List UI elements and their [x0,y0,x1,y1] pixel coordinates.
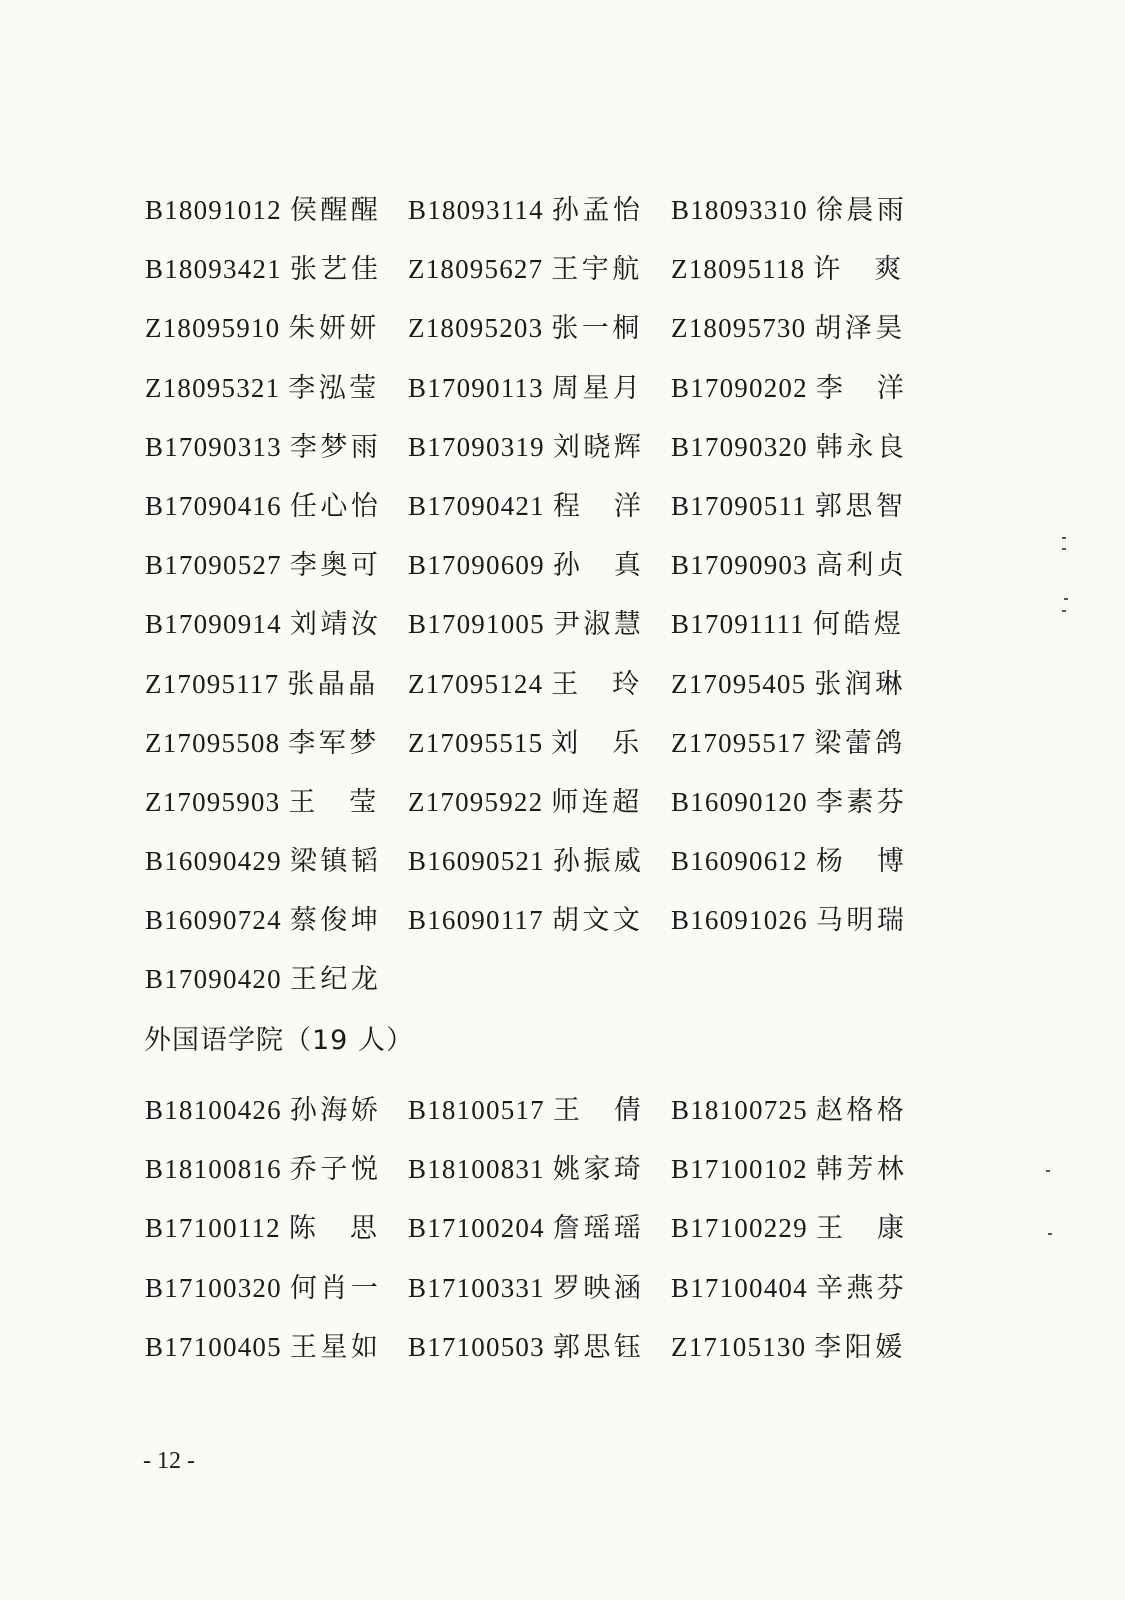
student-name: 孙 孟 怡 [551,195,640,226]
student-id: Z17095517 [671,727,807,758]
student-name: 刘 晓 辉 [552,431,641,463]
scan-speck [1062,537,1066,539]
student-id: B17090420 [145,964,282,995]
student-entry [408,1266,671,1305]
student-id: Z18095118 [671,254,806,285]
student-list-previous-college [145,188,945,1017]
scan-speck [1048,1233,1052,1235]
student-entry [408,1147,671,1186]
student-entry [671,366,934,405]
student-name: 王 玲 [551,668,640,700]
student-name: 何 肖 一 [289,1272,378,1304]
student-id: B17100102 [671,1154,808,1185]
student-entry [671,721,934,760]
student-name: 姚 家 琦 [552,1154,641,1186]
student-name: 陈 思 [288,1213,377,1245]
student-name: 李 泓 莹 [288,372,377,404]
student-id: B18100831 [408,1154,545,1185]
student-id: B18093421 [145,254,282,285]
student-id: B17090320 [671,431,808,462]
student-name: 许 爽 [813,254,902,286]
student-id: B17100320 [145,1272,282,1303]
student-name: 程 洋 [552,490,641,522]
student-row [145,247,945,306]
student-id: B16091026 [671,905,808,936]
student-entry [145,188,408,227]
student-entry [145,721,408,760]
student-name: 李 洋 [815,372,904,404]
student-row [145,662,945,721]
student-entry [408,306,671,345]
student-name: 梁 蕾 鸽 [814,727,903,759]
student-entry [145,898,408,937]
student-id: B17090202 [671,372,808,403]
student-entry [145,1088,408,1127]
student-name: 李 奥 可 [289,550,378,582]
student-name: 刘 靖 汝 [289,609,378,641]
student-name: 韩 永 良 [815,431,904,463]
student-id: B17100331 [408,1272,545,1303]
student-row [145,425,945,484]
student-name: 李 梦 雨 [289,431,378,463]
student-id: Z17095903 [145,786,281,817]
student-entry [671,839,934,878]
student-entry [145,780,408,819]
student-entry [671,1266,934,1305]
student-name: 赵 格 格 [815,1095,904,1126]
student-name: 张 晶 晶 [287,668,376,700]
student-name: 王 纪 龙 [289,964,378,996]
student-row [145,1206,945,1265]
student-name: 王 康 [815,1213,904,1245]
student-entry [408,780,671,819]
student-entry [145,1147,408,1186]
student-entry [145,425,408,464]
student-id: B17090319 [408,431,545,462]
student-name: 辛 燕 芬 [815,1272,904,1304]
student-id: B18100816 [145,1154,282,1185]
scan-speck [1064,598,1068,600]
student-id: Z18095910 [145,313,281,344]
student-id: B17100404 [671,1272,808,1303]
student-name: 郭 思 钰 [552,1331,641,1363]
student-id: Z17095124 [408,668,544,699]
student-name: 周 星 月 [551,372,640,404]
scan-speck [1062,610,1066,612]
student-entry [408,839,671,878]
student-entry [408,898,671,937]
student-id: B17100229 [671,1213,808,1244]
student-entry [671,188,934,227]
student-list-foreign-languages [145,1088,945,1384]
student-entry [408,602,671,641]
student-id: B17100204 [408,1213,545,1244]
student-entry [145,1266,408,1305]
student-entry [671,306,934,345]
student-name: 李 素 芬 [815,786,904,818]
section-heading-foreign-languages: 外国语学院（19 人） [144,1025,414,1056]
student-id: B17091111 [671,609,805,640]
student-entry [145,306,408,345]
student-name: 何 皓 煜 [812,609,901,641]
student-id: B16090117 [408,905,544,936]
student-row [145,957,945,1016]
student-entry [408,188,671,227]
student-id: B16090120 [671,786,808,817]
student-row [145,1325,945,1384]
student-id: Z17095405 [671,668,807,699]
student-name: 尹 淑 慧 [552,609,641,641]
student-name: 韩 芳 林 [815,1154,904,1186]
student-entry [408,662,671,701]
student-entry [671,602,934,641]
student-entry [145,1206,408,1245]
student-id: B17090914 [145,609,282,640]
student-id: B16090724 [145,905,282,936]
student-entry [145,662,408,701]
student-row [145,839,945,898]
student-id: Z18095321 [145,372,281,403]
student-entry [671,1325,934,1364]
student-name: 孙 真 [552,550,641,582]
student-row [145,780,945,839]
student-row [145,602,945,661]
student-id: Z17105130 [671,1331,807,1362]
student-row [145,543,945,602]
student-entry [145,1325,408,1364]
student-id: B17090421 [408,490,545,521]
student-entry [145,484,408,523]
student-id: Z18095203 [408,313,544,344]
student-row [145,1147,945,1206]
student-name: 侯 醒 醒 [289,195,378,226]
student-id: Z18095730 [671,313,807,344]
student-id: B17090609 [408,550,545,581]
student-id: B18093310 [671,195,808,225]
student-entry [408,721,671,760]
scan-speck [1062,548,1066,550]
student-name: 师 连 超 [551,786,640,818]
student-row [145,366,945,425]
student-name: 王 宇 航 [551,254,640,286]
student-row [145,1266,945,1325]
student-name: 徐 晨 雨 [815,195,904,226]
student-entry [408,247,671,286]
student-name: 王 莹 [288,786,377,818]
student-id: B18100725 [671,1095,808,1125]
student-name: 李 阳 媛 [814,1331,903,1363]
student-entry [408,1325,671,1364]
student-name: 王 倩 [552,1095,641,1126]
student-name: 高 利 贞 [815,550,904,582]
student-entry [671,1088,934,1127]
student-name: 罗 映 涵 [552,1272,641,1304]
student-id: B17100405 [145,1331,282,1362]
student-name: 王 星 如 [289,1331,378,1363]
student-name: 杨 博 [815,846,904,878]
student-id: B17090313 [145,431,282,462]
student-entry [408,1206,671,1245]
student-entry [145,247,408,286]
student-id: B16090612 [671,846,808,877]
student-row [145,898,945,957]
student-name: 胡 泽 昊 [814,313,903,345]
student-name: 李 军 梦 [288,727,377,759]
student-entry [145,602,408,641]
student-id: B17090511 [671,490,807,521]
student-name: 胡 文 文 [551,905,640,937]
student-id: B18100426 [145,1095,282,1125]
student-entry [671,543,934,582]
student-name: 刘 乐 [551,727,640,759]
student-entry [671,425,934,464]
student-entry [408,366,671,405]
student-id: Z17095922 [408,786,544,817]
student-entry [408,543,671,582]
student-id: B17090416 [145,490,282,521]
student-id: B17100112 [145,1213,281,1244]
student-name: 詹 瑶 瑶 [552,1213,641,1245]
student-name: 张 一 桐 [551,313,640,345]
student-id: Z18095627 [408,254,544,285]
student-entry [671,662,934,701]
student-name: 乔 子 悦 [289,1154,378,1186]
student-id: Z17095515 [408,727,544,758]
student-row [145,1088,945,1147]
student-id: Z17095117 [145,668,280,699]
student-name: 张 艺 佳 [289,254,378,286]
student-id: B17090903 [671,550,808,581]
student-entry [671,898,934,937]
student-id: B17100503 [408,1331,545,1362]
student-id: B17090527 [145,550,282,581]
student-entry [145,957,408,996]
student-entry [145,839,408,878]
student-row [145,721,945,780]
student-entry [671,247,934,286]
student-name: 任 心 怡 [289,490,378,522]
student-name: 马 明 瑞 [815,905,904,937]
student-entry [671,1206,934,1245]
student-row [145,188,945,247]
student-name: 朱 妍 妍 [288,313,377,345]
student-entry [671,780,934,819]
student-entry [671,484,934,523]
student-id: B17091005 [408,609,545,640]
student-entry [408,425,671,464]
student-id: B18100517 [408,1095,545,1125]
student-entry [408,484,671,523]
student-entry [408,1088,671,1127]
student-id: B17090113 [408,372,544,403]
page-number: - 12 - [143,1448,195,1474]
student-name: 蔡 俊 坤 [289,905,378,937]
student-name: 梁 镇 韬 [289,846,378,878]
student-name: 郭 思 智 [814,490,903,522]
student-id: B16090521 [408,846,545,877]
student-id: B18091012 [145,195,282,225]
student-entry [145,543,408,582]
student-name: 张 润 琳 [814,668,903,700]
student-id: Z17095508 [145,727,281,758]
student-row [145,306,945,365]
scan-speck [1046,1170,1050,1172]
student-name: 孙 振 威 [552,846,641,878]
student-id: B16090429 [145,846,282,877]
student-id: B18093114 [408,195,544,225]
student-entry [671,1147,934,1186]
student-entry [145,366,408,405]
student-name: 孙 海 娇 [289,1095,378,1126]
student-row [145,484,945,543]
